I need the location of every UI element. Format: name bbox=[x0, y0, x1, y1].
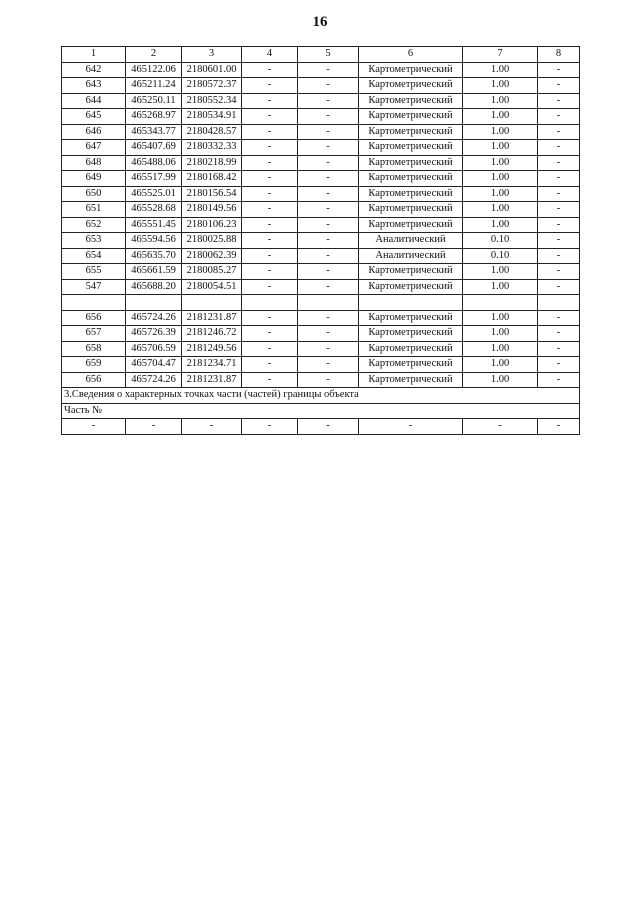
part-label-row bbox=[62, 403, 580, 419]
table-cell: Картометрический bbox=[359, 372, 463, 388]
page-number: 16 bbox=[312, 14, 328, 30]
table-cell: 2180085.27 bbox=[182, 264, 242, 280]
table-cell: - bbox=[298, 341, 359, 357]
table-cell: 2180156.54 bbox=[182, 186, 242, 202]
table-cell: 2180332.33 bbox=[182, 140, 242, 156]
table-cell: 547 bbox=[62, 279, 126, 295]
table-row bbox=[62, 326, 580, 342]
table-cell: Картометрический bbox=[359, 109, 463, 125]
table-row bbox=[62, 372, 580, 388]
part-label-row-text: Часть № bbox=[62, 403, 580, 419]
table-cell: - bbox=[242, 248, 298, 264]
table-cell: 2180552.34 bbox=[182, 93, 242, 109]
table-row bbox=[62, 155, 580, 171]
table-row bbox=[62, 93, 580, 109]
table-cell: 465250.11 bbox=[126, 93, 182, 109]
table-cell: - bbox=[242, 171, 298, 187]
table-cell: - bbox=[538, 171, 580, 187]
table-cell: - bbox=[242, 372, 298, 388]
table-cell: - bbox=[242, 109, 298, 125]
table-cell: 648 bbox=[62, 155, 126, 171]
table-cell: - bbox=[242, 186, 298, 202]
table-row bbox=[62, 248, 580, 264]
table-cell: 465268.97 bbox=[126, 109, 182, 125]
table-cell: Картометрический bbox=[359, 202, 463, 218]
table-cell: - bbox=[182, 419, 242, 435]
table-cell bbox=[298, 295, 359, 311]
header-row bbox=[62, 47, 580, 63]
table-cell: 465551.45 bbox=[126, 217, 182, 233]
table-cell: 2180054.51 bbox=[182, 279, 242, 295]
table-cell: Картометрический bbox=[359, 171, 463, 187]
table-cell: - bbox=[298, 124, 359, 140]
table-cell: 1.00 bbox=[463, 171, 538, 187]
table-cell: 655 bbox=[62, 264, 126, 280]
table-cell: Картометрический bbox=[359, 124, 463, 140]
table-cell: - bbox=[242, 326, 298, 342]
table-cell: 2180149.56 bbox=[182, 202, 242, 218]
table-cell: - bbox=[538, 217, 580, 233]
table-row bbox=[62, 124, 580, 140]
table-cell: 653 bbox=[62, 233, 126, 249]
table-cell: 2181231.87 bbox=[182, 310, 242, 326]
table-cell: 465407.69 bbox=[126, 140, 182, 156]
header-cell: 2 bbox=[126, 47, 182, 63]
table-cell: 656 bbox=[62, 372, 126, 388]
table-cell: 465724.26 bbox=[126, 310, 182, 326]
section-title-row-text: 3.Сведения о характерных точках части (частей) границы объекта bbox=[62, 388, 580, 404]
table-cell: - bbox=[242, 419, 298, 435]
table-cell: - bbox=[538, 264, 580, 280]
table-cell: - bbox=[298, 372, 359, 388]
table-cell: 2180601.00 bbox=[182, 62, 242, 78]
header-cell: 8 bbox=[538, 47, 580, 63]
table-cell: - bbox=[538, 78, 580, 94]
table-cell: - bbox=[538, 279, 580, 295]
table-cell: - bbox=[242, 78, 298, 94]
table-cell: - bbox=[538, 202, 580, 218]
table-row bbox=[62, 217, 580, 233]
table-cell: - bbox=[298, 93, 359, 109]
table-cell: - bbox=[298, 310, 359, 326]
table-cell: - bbox=[298, 279, 359, 295]
table-cell bbox=[242, 295, 298, 311]
table-cell: - bbox=[242, 310, 298, 326]
table-cell: - bbox=[538, 124, 580, 140]
table-cell: 465661.59 bbox=[126, 264, 182, 280]
table-cell: 657 bbox=[62, 326, 126, 342]
table-cell: 1.00 bbox=[463, 109, 538, 125]
table-cell: 647 bbox=[62, 140, 126, 156]
table-cell: Картометрический bbox=[359, 310, 463, 326]
table-cell: 643 bbox=[62, 78, 126, 94]
table-cell: 1.00 bbox=[463, 78, 538, 94]
table-cell: - bbox=[242, 202, 298, 218]
table-row bbox=[62, 78, 580, 94]
table-cell: - bbox=[538, 93, 580, 109]
table-cell: - bbox=[298, 326, 359, 342]
table-cell: 1.00 bbox=[463, 279, 538, 295]
table-cell: - bbox=[242, 341, 298, 357]
table-cell: 1.00 bbox=[463, 264, 538, 280]
table-cell: - bbox=[538, 341, 580, 357]
table-cell bbox=[62, 295, 126, 311]
header-cell: 3 bbox=[182, 47, 242, 63]
table-cell: - bbox=[538, 248, 580, 264]
table-cell: Картометрический bbox=[359, 155, 463, 171]
part-row bbox=[62, 419, 580, 435]
table-cell: - bbox=[298, 62, 359, 78]
table-cell: 465635.70 bbox=[126, 248, 182, 264]
table-cell: - bbox=[242, 155, 298, 171]
section-title-row bbox=[62, 388, 580, 404]
table-cell: 465517.99 bbox=[126, 171, 182, 187]
table-cell: - bbox=[242, 217, 298, 233]
table-cell: 465594.56 bbox=[126, 233, 182, 249]
table-cell: - bbox=[538, 186, 580, 202]
table-cell: 2181249.56 bbox=[182, 341, 242, 357]
table-cell: - bbox=[298, 264, 359, 280]
table-row bbox=[62, 295, 580, 311]
header-cell: 1 bbox=[62, 47, 126, 63]
table-row bbox=[62, 171, 580, 187]
table-cell: 644 bbox=[62, 93, 126, 109]
table-cell bbox=[463, 295, 538, 311]
table-cell: Картометрический bbox=[359, 140, 463, 156]
table-cell: Аналитический bbox=[359, 248, 463, 264]
table-cell: 1.00 bbox=[463, 326, 538, 342]
table-cell: - bbox=[538, 140, 580, 156]
table-cell: 654 bbox=[62, 248, 126, 264]
table-cell: 2180428.57 bbox=[182, 124, 242, 140]
table-cell: Картометрический bbox=[359, 62, 463, 78]
table-cell: - bbox=[538, 310, 580, 326]
table-cell: Картометрический bbox=[359, 279, 463, 295]
table-cell: Картометрический bbox=[359, 341, 463, 357]
table-cell: - bbox=[298, 357, 359, 373]
table-cell: 2180572.37 bbox=[182, 78, 242, 94]
table-row bbox=[62, 357, 580, 373]
table-row bbox=[62, 202, 580, 218]
table-cell: - bbox=[242, 279, 298, 295]
table-cell: 2180534.91 bbox=[182, 109, 242, 125]
table-cell: 645 bbox=[62, 109, 126, 125]
table-cell: - bbox=[298, 217, 359, 233]
table-cell: 465525.01 bbox=[126, 186, 182, 202]
table-cell: 659 bbox=[62, 357, 126, 373]
table-cell: 1.00 bbox=[463, 186, 538, 202]
table-cell: 658 bbox=[62, 341, 126, 357]
table-cell: - bbox=[298, 78, 359, 94]
table-cell: 2181231.87 bbox=[182, 372, 242, 388]
table-row bbox=[62, 279, 580, 295]
table-cell: 1.00 bbox=[463, 357, 538, 373]
table-cell: 646 bbox=[62, 124, 126, 140]
table-row bbox=[62, 341, 580, 357]
table-cell: - bbox=[242, 264, 298, 280]
table-cell: Картометрический bbox=[359, 264, 463, 280]
table-cell: 1.00 bbox=[463, 341, 538, 357]
table-cell: - bbox=[242, 62, 298, 78]
table-cell: 2180218.99 bbox=[182, 155, 242, 171]
table-cell: Картометрический bbox=[359, 326, 463, 342]
header-cell: 6 bbox=[359, 47, 463, 63]
table-row bbox=[62, 310, 580, 326]
table-cell bbox=[182, 295, 242, 311]
table-cell: - bbox=[298, 186, 359, 202]
table-cell: - bbox=[538, 372, 580, 388]
table-cell: - bbox=[242, 93, 298, 109]
table-cell: 465122.06 bbox=[126, 62, 182, 78]
header-cell: 5 bbox=[298, 47, 359, 63]
table-cell: - bbox=[359, 419, 463, 435]
table-cell: - bbox=[538, 419, 580, 435]
table-body bbox=[62, 47, 580, 435]
table-row bbox=[62, 62, 580, 78]
table-cell: 1.00 bbox=[463, 217, 538, 233]
table-cell: - bbox=[298, 419, 359, 435]
table-cell: 465706.59 bbox=[126, 341, 182, 357]
table-cell: - bbox=[298, 140, 359, 156]
table-cell: - bbox=[298, 248, 359, 264]
table-cell: 1.00 bbox=[463, 202, 538, 218]
table-row bbox=[62, 140, 580, 156]
table-cell: - bbox=[538, 357, 580, 373]
table-cell: - bbox=[62, 419, 126, 435]
table-cell: 1.00 bbox=[463, 140, 538, 156]
table-cell: Картометрический bbox=[359, 357, 463, 373]
table-cell bbox=[126, 295, 182, 311]
table-cell: 465688.20 bbox=[126, 279, 182, 295]
table-cell: 2181246.72 bbox=[182, 326, 242, 342]
table-cell: - bbox=[298, 233, 359, 249]
table-cell: - bbox=[298, 109, 359, 125]
table-cell: 0.10 bbox=[463, 233, 538, 249]
table-cell: Картометрический bbox=[359, 78, 463, 94]
table-cell: 2180025.88 bbox=[182, 233, 242, 249]
table-cell: - bbox=[538, 155, 580, 171]
table-row bbox=[62, 233, 580, 249]
table-cell: 1.00 bbox=[463, 62, 538, 78]
table-cell: 650 bbox=[62, 186, 126, 202]
table-cell bbox=[538, 295, 580, 311]
table-row bbox=[62, 186, 580, 202]
table-cell: 649 bbox=[62, 171, 126, 187]
table-cell: 0.10 bbox=[463, 248, 538, 264]
table-cell: 651 bbox=[62, 202, 126, 218]
table-row bbox=[62, 109, 580, 125]
coordinates-table bbox=[61, 46, 580, 435]
table-cell: - bbox=[538, 62, 580, 78]
table-cell: 465528.68 bbox=[126, 202, 182, 218]
header-cell: 7 bbox=[463, 47, 538, 63]
table-cell: 652 bbox=[62, 217, 126, 233]
table-cell: - bbox=[242, 233, 298, 249]
table-cell: 465726.39 bbox=[126, 326, 182, 342]
table-cell: - bbox=[298, 155, 359, 171]
table-cell: 1.00 bbox=[463, 124, 538, 140]
header-cell: 4 bbox=[242, 47, 298, 63]
table-cell: Картометрический bbox=[359, 186, 463, 202]
table-cell: Картометрический bbox=[359, 93, 463, 109]
table-cell: 1.00 bbox=[463, 93, 538, 109]
table-cell: 1.00 bbox=[463, 310, 538, 326]
table-cell: 2180062.39 bbox=[182, 248, 242, 264]
table-cell: 2180168.42 bbox=[182, 171, 242, 187]
table-cell: - bbox=[126, 419, 182, 435]
table-cell: 465211.24 bbox=[126, 78, 182, 94]
table-row bbox=[62, 264, 580, 280]
table-cell: 1.00 bbox=[463, 372, 538, 388]
table-cell: - bbox=[298, 202, 359, 218]
table-cell bbox=[359, 295, 463, 311]
table-cell: 465488.06 bbox=[126, 155, 182, 171]
table-cell: - bbox=[538, 233, 580, 249]
table-cell: 2181234.71 bbox=[182, 357, 242, 373]
table-cell: 1.00 bbox=[463, 155, 538, 171]
table-cell: - bbox=[298, 171, 359, 187]
table-cell: 2180106.23 bbox=[182, 217, 242, 233]
table-cell: 465724.26 bbox=[126, 372, 182, 388]
table-cell: - bbox=[242, 357, 298, 373]
table-cell: - bbox=[242, 124, 298, 140]
table-cell: 465343.77 bbox=[126, 124, 182, 140]
table-cell: 465704.47 bbox=[126, 357, 182, 373]
table-cell: Аналитический bbox=[359, 233, 463, 249]
table-cell: - bbox=[463, 419, 538, 435]
table-cell: - bbox=[538, 326, 580, 342]
table-cell: - bbox=[242, 140, 298, 156]
table-cell: Картометрический bbox=[359, 217, 463, 233]
table-cell: 656 bbox=[62, 310, 126, 326]
table-cell: 642 bbox=[62, 62, 126, 78]
table-cell: - bbox=[538, 109, 580, 125]
